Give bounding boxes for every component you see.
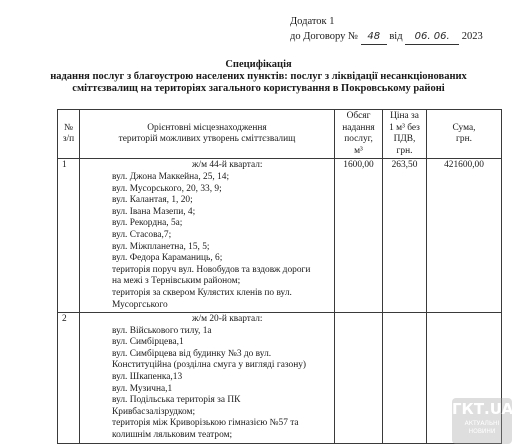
- annex-label: Додаток 1: [290, 16, 335, 27]
- row-locations: [80, 313, 335, 444]
- location-line: територія за сквером Кулястих кленів по вул.: [112, 287, 292, 298]
- row-locations: [80, 159, 335, 313]
- location-line: вул. Калантая, 1, 20;: [112, 195, 193, 206]
- table-header-row: [58, 110, 502, 159]
- row-sum: 421600,00: [427, 159, 502, 313]
- location-line: Конституційна (розділна смуга у вигляді газону): [112, 360, 307, 371]
- header-sum: Сума, грн.: [427, 110, 502, 159]
- location-line: вул. Рекордна, 5а;: [112, 218, 183, 229]
- row-number: 2: [58, 313, 80, 444]
- location-line: територія між Криворізькою гімназією №57 та: [112, 418, 299, 429]
- spec-title: Специфікація: [225, 59, 292, 70]
- watermark-logo: [452, 398, 512, 444]
- header-no: № з/п: [58, 110, 80, 159]
- location-line: ж/м 44-й квартал:: [192, 160, 263, 171]
- row-volume: [335, 313, 383, 444]
- location-line: вул. Музична,1: [112, 383, 173, 394]
- location-line: Кривбасзалізрудком;: [112, 406, 196, 417]
- location-line: вул. Стасова,7;: [112, 229, 172, 240]
- watermark-text: ГКТ.UA: [452, 400, 514, 418]
- location-line: вул. Шкапенка,13: [112, 372, 183, 383]
- spec-subtitle-2: сміттєзвалищ на територіях загального користування в Покровському районі: [72, 83, 445, 94]
- contract-date: 06. 06.: [405, 30, 459, 45]
- location-line: вул. Подільська територія за ПК: [112, 395, 241, 406]
- location-line: вул. Військового тилу, 1а: [112, 325, 212, 336]
- location-line: Мусоргського: [112, 299, 168, 310]
- row-price: [383, 313, 427, 444]
- contract-prefix: до Договору №: [290, 31, 359, 42]
- location-line: вул. Івана Мазепи, 4;: [112, 206, 196, 217]
- location-line: на межі з Тернівським районом;: [112, 276, 241, 287]
- table-row: [58, 159, 502, 313]
- date-prefix: від: [389, 31, 403, 42]
- row-volume: 1600,00: [335, 159, 383, 313]
- spec-subtitle-1: надання послуг з благоустрою населених пунктів: послуг з ліквідації несанкціонованих: [50, 71, 467, 82]
- contract-number: 48: [361, 30, 387, 45]
- location-line: вул. Симбірцева від будинку №3 до вул.: [112, 348, 272, 359]
- watermark-subtext: АКТУАЛЬНІ НОВИНИ: [464, 420, 500, 435]
- contract-year: 2023: [461, 31, 483, 42]
- location-line: вул. Федора Караманиць, 6;: [112, 253, 223, 264]
- location-line: вул. Джона Маккейна, 25, 14;: [112, 171, 230, 182]
- header-price: Ціна за 1 м³ без ПДВ, грн.: [383, 110, 427, 159]
- table-row: [58, 313, 502, 444]
- location-line: територія поруч вул. Новобудов та вздовж дороги: [112, 264, 311, 275]
- location-line: вул. Міжпланетна, 15, 5;: [112, 241, 210, 252]
- location-line: вул. Мусорського, 20, 33, 9;: [112, 183, 222, 194]
- header-volume: Обсяг надання послуг, м³: [335, 110, 383, 159]
- contract-line: [290, 30, 483, 45]
- spec-table: [57, 109, 502, 444]
- row-price: 263,50: [383, 159, 427, 313]
- location-line: ж/м 20-й квартал:: [192, 314, 263, 325]
- row-number: 1: [58, 159, 80, 313]
- header-location: Орієнтовні місцезнаходження територій можливих утворень сміттєзвалищ: [80, 110, 335, 159]
- location-line: вул. Симбірцева,1: [112, 337, 184, 348]
- location-line: колишнім ляльковим театром;: [112, 430, 233, 441]
